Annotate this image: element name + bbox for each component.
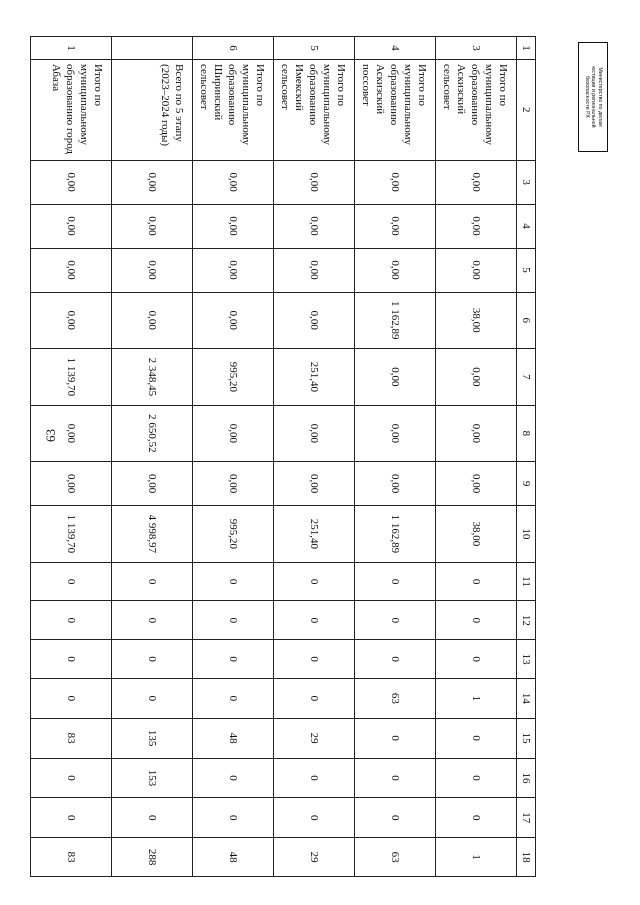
row-index: 6 [193, 37, 274, 60]
cell: 0 [274, 601, 355, 640]
cell: 1 139,70 [31, 506, 112, 563]
cell: 0 [31, 798, 112, 838]
table-row [274, 37, 355, 877]
cell: 0 [193, 678, 274, 718]
column-number: 12 [517, 601, 536, 640]
column-number: 10 [517, 506, 536, 563]
stamp-line: Министерство по делам [596, 67, 603, 127]
cell: 0,00 [31, 462, 112, 506]
column-number: 7 [517, 349, 536, 406]
column-number: 13 [517, 640, 536, 679]
cell: 0,00 [274, 160, 355, 204]
cell: 83 [31, 838, 112, 877]
cell: 0 [112, 562, 193, 601]
cell: 0 [112, 640, 193, 679]
registration-stamp [578, 42, 608, 152]
cell: 0,00 [355, 204, 436, 248]
cell: 0 [112, 678, 193, 718]
cell: 995,20 [193, 349, 274, 406]
cell: 0 [31, 640, 112, 679]
column-number: 8 [517, 405, 536, 462]
column-number: 14 [517, 678, 536, 718]
cell: 288 [112, 838, 193, 877]
column-number-row [517, 37, 536, 877]
cell: 0 [31, 562, 112, 601]
column-number: 6 [517, 292, 536, 349]
cell: 0,00 [436, 248, 517, 292]
cell: 0 [31, 678, 112, 718]
cell: 0 [355, 798, 436, 838]
cell: 48 [193, 838, 274, 877]
cell: 0 [436, 562, 517, 601]
cell: 0,00 [112, 204, 193, 248]
budget-table [30, 36, 536, 877]
column-number: 18 [517, 838, 536, 877]
row-index [112, 37, 193, 60]
cell: 0 [436, 640, 517, 679]
cell: 0,00 [112, 292, 193, 349]
cell: 0 [355, 718, 436, 758]
table-row [31, 37, 112, 877]
cell: 0,00 [31, 204, 112, 248]
cell: 0,00 [193, 292, 274, 349]
cell: 0,00 [436, 349, 517, 406]
cell: 0,00 [31, 292, 112, 349]
cell: 0 [31, 758, 112, 798]
cell: 0,00 [436, 160, 517, 204]
cell: 4 998,97 [112, 506, 193, 563]
cell: 0 [274, 562, 355, 601]
cell: 1 139,70 [31, 349, 112, 406]
column-number: 2 [517, 60, 536, 161]
cell: 0,00 [193, 405, 274, 462]
cell: 0 [436, 601, 517, 640]
cell: 0 [436, 758, 517, 798]
stamp-line: безопасности РХ [583, 76, 590, 118]
cell: 83 [31, 718, 112, 758]
column-number: 3 [517, 160, 536, 204]
cell: 1 162,89 [355, 506, 436, 563]
cell: 2 348,45 [112, 349, 193, 406]
cell: 0,00 [274, 405, 355, 462]
cell: 0 [193, 758, 274, 798]
cell: 0 [355, 758, 436, 798]
column-number: 16 [517, 758, 536, 798]
cell: 63 [355, 678, 436, 718]
cell: 0 [112, 798, 193, 838]
cell: 251,40 [274, 349, 355, 406]
cell: 0 [355, 640, 436, 679]
cell: 0,00 [436, 462, 517, 506]
cell: 0,00 [355, 405, 436, 462]
cell: 0,00 [274, 462, 355, 506]
column-number: 9 [517, 462, 536, 506]
cell: 0,00 [436, 405, 517, 462]
cell: 38,00 [436, 506, 517, 563]
row-index: 4 [355, 37, 436, 60]
cell: 0 [274, 798, 355, 838]
cell: 0,00 [31, 405, 112, 462]
cell: 0 [436, 718, 517, 758]
cell: 48 [193, 718, 274, 758]
cell: 0,00 [274, 204, 355, 248]
cell: 0 [193, 601, 274, 640]
cell: 135 [112, 718, 193, 758]
row-name: Итого по муниципальному образованию Ширинский сельсовет [193, 60, 274, 161]
column-number: 4 [517, 204, 536, 248]
cell: 0 [355, 601, 436, 640]
cell: 995,20 [193, 506, 274, 563]
table-row [436, 37, 517, 877]
cell: 0 [274, 678, 355, 718]
row-name: Всего по 5 этапу (2023–2024 годы) [112, 60, 193, 161]
table-row-total [112, 37, 193, 877]
cell: 0,00 [193, 462, 274, 506]
cell: 0,00 [31, 160, 112, 204]
cell: 0,00 [193, 160, 274, 204]
cell: 1 162,89 [355, 292, 436, 349]
cell: 0,00 [274, 248, 355, 292]
table-row [355, 37, 436, 877]
cell: 0 [355, 562, 436, 601]
page-number: 63 [43, 429, 58, 442]
cell: 0,00 [193, 204, 274, 248]
cell: 0 [112, 601, 193, 640]
cell: 29 [274, 718, 355, 758]
cell: 0,00 [193, 248, 274, 292]
table-container [50, 36, 536, 877]
table-row [193, 37, 274, 877]
cell: 0,00 [355, 349, 436, 406]
row-name: Итого по муниципальному образованию Аскизский сельсовет [436, 60, 517, 161]
cell: 0,00 [31, 248, 112, 292]
row-name: Итого по муниципальному образованию Аскизский поссовет [355, 60, 436, 161]
row-name: Итого по муниципальному образованию город Абаза [31, 60, 112, 161]
cell: 251,40 [274, 506, 355, 563]
cell: 0 [274, 640, 355, 679]
column-number: 5 [517, 248, 536, 292]
cell: 0 [193, 562, 274, 601]
cell: 0,00 [112, 462, 193, 506]
cell: 0,00 [112, 248, 193, 292]
cell: 29 [274, 838, 355, 877]
cell: 2 650,52 [112, 405, 193, 462]
cell: 0 [436, 798, 517, 838]
cell: 0,00 [112, 160, 193, 204]
column-number: 15 [517, 718, 536, 758]
row-index: 3 [436, 37, 517, 60]
cell: 63 [355, 838, 436, 877]
stamp-line: юстиции и региональной [590, 66, 597, 128]
cell: 153 [112, 758, 193, 798]
cell: 0 [31, 601, 112, 640]
cell: 0,00 [355, 160, 436, 204]
row-index: 5 [274, 37, 355, 60]
cell: 38,00 [436, 292, 517, 349]
cell: 1 [436, 678, 517, 718]
row-name: Итого по муниципальному образованию Имекский сельсовет [274, 60, 355, 161]
cell: 0,00 [436, 204, 517, 248]
column-number: 1 [517, 37, 536, 60]
row-index: 1 [31, 37, 112, 60]
column-number: 17 [517, 798, 536, 838]
cell: 0,00 [355, 462, 436, 506]
cell: 0 [193, 798, 274, 838]
cell: 1 [436, 838, 517, 877]
cell: 0 [193, 640, 274, 679]
cell: 0,00 [274, 292, 355, 349]
column-number: 11 [517, 562, 536, 601]
cell: 0,00 [355, 248, 436, 292]
cell: 0 [274, 758, 355, 798]
